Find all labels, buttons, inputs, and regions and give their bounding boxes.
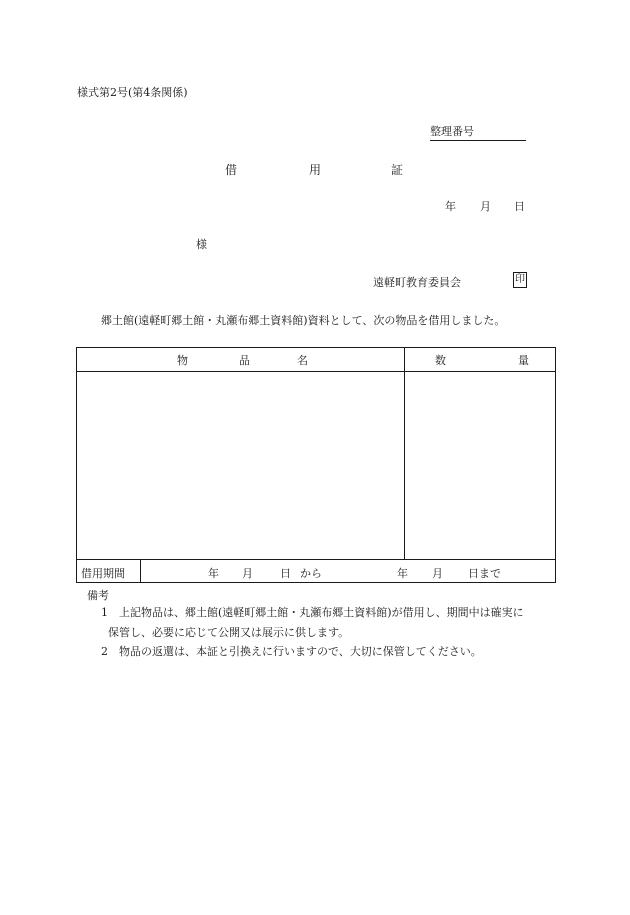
date-month-label: 月	[480, 200, 491, 213]
period-from-day: 日	[280, 567, 291, 580]
header-item-name-3: 名	[297, 354, 308, 367]
title-char-2: 用	[309, 163, 322, 177]
period-to-month: 月	[432, 567, 443, 580]
period-row-divider	[77, 559, 555, 560]
header-divider	[77, 371, 555, 372]
header-quantity-2: 量	[518, 354, 529, 367]
date-day-label: 日	[514, 200, 525, 213]
date-year-label: 年	[445, 200, 456, 213]
period-to-day: 日まで	[468, 567, 501, 580]
period-to-year: 年	[397, 567, 408, 580]
reference-number-field: 整理番号	[430, 123, 526, 141]
period-from-suffix: から	[300, 567, 322, 580]
issuer-name: 遠軽町教育委員会	[373, 276, 461, 289]
period-divider	[140, 559, 141, 583]
title-char-3: 証	[391, 163, 404, 177]
note-2: 2 物品の返還は、本証と引換えに行いますので、大切に保管してください。	[101, 645, 482, 658]
column-divider	[404, 348, 405, 559]
addressee-honorific: 様	[196, 238, 207, 251]
header-item-name-2: 品	[239, 354, 250, 367]
note-1-line-2: 保管し、必要に応じて公開又は展示に供します。	[108, 626, 350, 639]
notes-heading: 備考	[87, 589, 109, 602]
seal-mark: 印	[513, 272, 527, 288]
items-table	[76, 347, 556, 583]
header-quantity-1: 数	[435, 354, 446, 367]
period-from-year: 年	[208, 567, 219, 580]
statement-text: 郷土館(遠軽町郷土館・丸瀬布郷土資料館)資料として、次の物品を借用しました。	[101, 314, 506, 327]
title-char-1: 借	[225, 163, 238, 177]
note-1-line-1: 1 上記物品は、郷土館(遠軽町郷土館・丸瀬布郷土資料館)が借用し、期間中は確実に	[101, 606, 524, 619]
form-number-label: 様式第2号(第4条関係)	[77, 86, 188, 99]
loan-period-label: 借用期間	[81, 567, 125, 580]
period-from-month: 月	[242, 567, 253, 580]
header-item-name-1: 物	[177, 354, 188, 367]
